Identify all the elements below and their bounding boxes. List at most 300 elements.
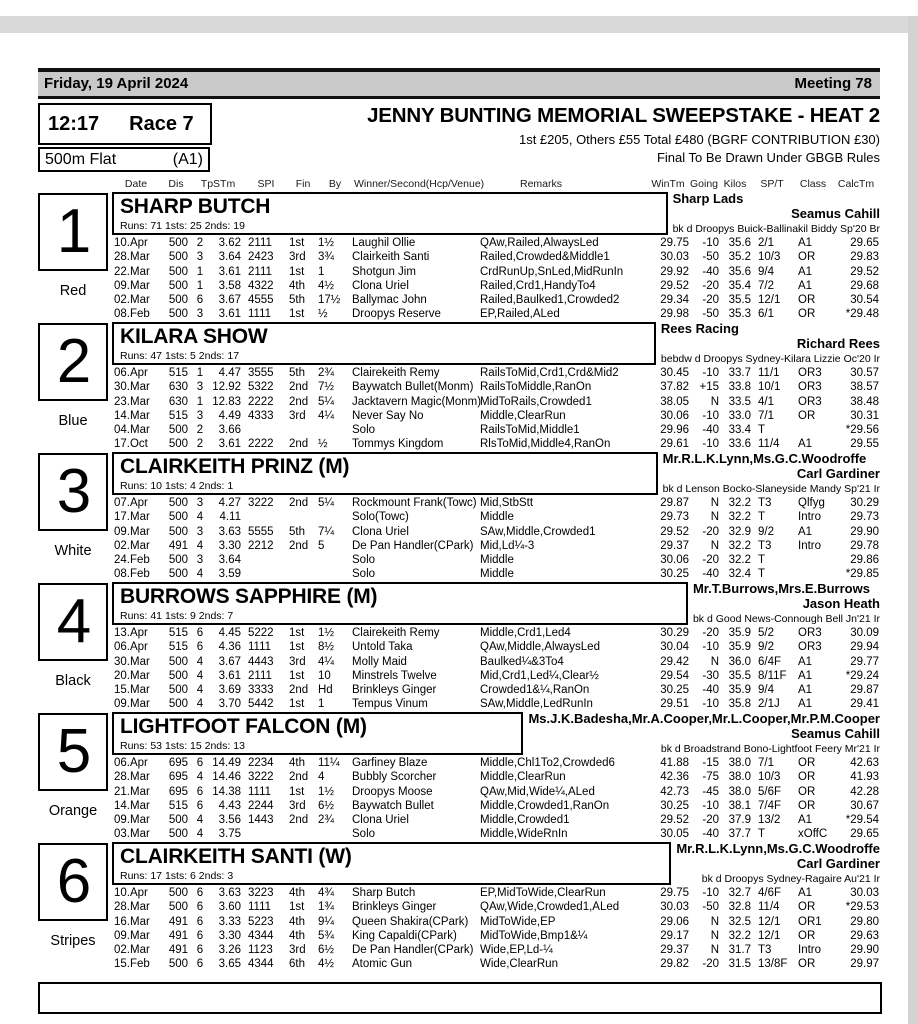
form-finish: 1st bbox=[289, 237, 305, 249]
form-win-time: 30.45 bbox=[660, 367, 689, 379]
greyhound-name-box bbox=[112, 712, 523, 755]
form-starting-price: 9/2 bbox=[758, 641, 774, 654]
form-win-time: 41.88 bbox=[660, 757, 689, 769]
form-class: A1 bbox=[798, 655, 813, 668]
form-going: N bbox=[710, 915, 719, 928]
form-trap: 4 bbox=[196, 669, 204, 682]
form-row bbox=[112, 900, 880, 914]
form-beaten-by: 5¼ bbox=[318, 395, 334, 408]
form-calc-time: 29.63 bbox=[850, 929, 879, 942]
trap-cell bbox=[38, 713, 108, 819]
form-rows bbox=[112, 886, 880, 972]
form-finish: 4th bbox=[289, 929, 305, 942]
form-row bbox=[112, 785, 880, 799]
form-win-time: 30.03 bbox=[660, 901, 689, 914]
form-positions: 4333 bbox=[248, 409, 274, 422]
form-trap: 2 bbox=[196, 438, 204, 451]
form-distance: 515 bbox=[168, 799, 188, 812]
form-going: -40 bbox=[702, 424, 719, 437]
form-beaten-by: 1¾ bbox=[318, 901, 334, 914]
form-class: OR bbox=[798, 771, 816, 784]
form-kilos: 32.7 bbox=[728, 887, 751, 899]
form-kilos: 32.2 bbox=[728, 929, 751, 942]
form-starting-price: 12/1 bbox=[758, 929, 781, 942]
form-win-time: 37.82 bbox=[660, 381, 689, 394]
form-finish: 1st bbox=[289, 698, 305, 711]
form-finish: 1st bbox=[289, 627, 305, 639]
form-trap: 4 bbox=[196, 828, 204, 841]
form-beaten-by bbox=[318, 567, 352, 581]
form-calc-time: 29.90 bbox=[850, 944, 879, 957]
form-sectional-time: 3.67 bbox=[218, 294, 241, 307]
form-calc-time: 30.31 bbox=[850, 409, 879, 422]
form-finish: 1st bbox=[289, 901, 305, 914]
form-remarks: Middle,Crowded1 bbox=[480, 814, 570, 827]
form-going: -10 bbox=[702, 799, 719, 812]
form-beaten-by: 10 bbox=[318, 669, 331, 682]
form-calc-time: 29.68 bbox=[850, 279, 879, 292]
form-remarks: Middle,WideRnIn bbox=[480, 828, 568, 841]
page-top-band bbox=[0, 16, 918, 33]
form-calc-time: 29.94 bbox=[850, 641, 879, 654]
runner-header bbox=[112, 322, 880, 365]
form-beaten-by: 9¼ bbox=[318, 915, 334, 928]
form-winner-second: Laughil Ollie bbox=[352, 237, 416, 249]
column-header: Remarks bbox=[520, 178, 563, 190]
form-starting-price: T bbox=[758, 568, 766, 581]
form-calc-time: 29.52 bbox=[850, 265, 879, 278]
form-distance: 500 bbox=[168, 511, 188, 524]
form-kilos: 35.8 bbox=[728, 698, 751, 711]
trap-cell bbox=[38, 453, 108, 559]
trap-number: 5 bbox=[56, 717, 90, 786]
trap-number-box bbox=[38, 583, 108, 661]
form-trap: 1 bbox=[196, 265, 204, 278]
form-win-time: 29.92 bbox=[660, 265, 689, 278]
form-starting-price: 13/8F bbox=[758, 958, 788, 971]
form-sectional-time: 3.26 bbox=[218, 944, 241, 957]
form-positions: 3555 bbox=[248, 367, 274, 379]
column-headers bbox=[112, 178, 878, 192]
form-winner-second: Molly Maid bbox=[352, 655, 407, 668]
trap-number-box bbox=[38, 193, 108, 271]
form-date: 23.Mar bbox=[114, 395, 150, 408]
form-rows bbox=[112, 496, 880, 582]
form-starting-price: T3 bbox=[758, 944, 772, 957]
form-winner-second: Jacktavern Magic(Monm) bbox=[352, 395, 482, 408]
form-sectional-time: 14.49 bbox=[212, 757, 241, 769]
form-distance: 500 bbox=[168, 814, 188, 827]
form-date: 09.Mar bbox=[114, 525, 150, 538]
form-calc-time: 29.90 bbox=[850, 525, 879, 538]
form-date: 06.Apr bbox=[114, 641, 148, 654]
form-winner-second: Baywatch Bullet(Monm) bbox=[352, 381, 474, 394]
form-finish: 2nd bbox=[289, 381, 309, 394]
form-win-time: 29.98 bbox=[660, 308, 689, 321]
form-kilos: 32.8 bbox=[728, 901, 751, 914]
form-kilos: 35.4 bbox=[728, 279, 751, 292]
form-trap: 4 bbox=[196, 698, 204, 711]
form-date: 28.Mar bbox=[114, 901, 150, 914]
form-beaten-by: 7½ bbox=[318, 381, 334, 394]
form-class: A1 bbox=[798, 525, 813, 538]
column-header: WinTm bbox=[651, 178, 685, 190]
trap-color-label: Blue bbox=[58, 413, 88, 429]
form-kilos: 37.7 bbox=[728, 828, 751, 841]
form-beaten-by: 4¼ bbox=[318, 655, 334, 668]
form-class: OR3 bbox=[798, 395, 822, 408]
form-sectional-time: 3.64 bbox=[218, 251, 241, 264]
form-winner-second: Atomic Gun bbox=[352, 958, 413, 971]
form-remarks: QAw,Middle,AlwaysLed bbox=[480, 641, 600, 654]
page-right-band bbox=[908, 16, 918, 1024]
form-class bbox=[793, 553, 833, 567]
form-remarks: Railed,Baulked1,Crowded2 bbox=[480, 294, 620, 307]
form-win-time: 29.17 bbox=[660, 929, 689, 942]
form-class: OR bbox=[798, 308, 816, 321]
form-kilos: 32.2 bbox=[728, 497, 751, 509]
form-beaten-by bbox=[318, 827, 352, 841]
form-going: N bbox=[710, 929, 719, 942]
form-finish: 5th bbox=[289, 367, 305, 379]
form-winner-second: Clairekeith Remy bbox=[352, 627, 440, 639]
runs-stats: Runs: 17 1sts: 6 2nds: 3 bbox=[120, 870, 234, 882]
trainer-name: Seamus Cahill bbox=[791, 726, 880, 741]
trainer-name: Richard Rees bbox=[796, 336, 880, 351]
form-date: 14.Mar bbox=[114, 799, 150, 812]
form-distance: 695 bbox=[168, 757, 188, 769]
form-positions bbox=[244, 553, 288, 567]
form-remarks: QAw,Railed,AlwaysLed bbox=[480, 237, 599, 249]
column-header: Date bbox=[124, 178, 148, 190]
form-finish: 4th bbox=[289, 915, 305, 928]
form-starting-price: 6/4F bbox=[758, 655, 782, 668]
form-row bbox=[112, 307, 880, 321]
form-winner-second: Ballymac John bbox=[352, 294, 427, 307]
form-finish: 2nd bbox=[289, 814, 309, 827]
form-date: 15.Feb bbox=[114, 958, 150, 971]
runner-connections bbox=[656, 322, 880, 365]
form-distance: 500 bbox=[168, 237, 188, 249]
trainer-name: Seamus Cahill bbox=[791, 206, 880, 221]
form-starting-price: 6/1 bbox=[758, 308, 774, 321]
form-sectional-time: 4.43 bbox=[218, 799, 241, 812]
form-row bbox=[112, 669, 880, 683]
form-going: -10 bbox=[702, 641, 719, 654]
form-class: Qlfyg bbox=[798, 497, 825, 509]
form-kilos: 35.9 bbox=[728, 641, 751, 654]
form-class: OR bbox=[798, 409, 816, 422]
form-remarks: Mid,Crd1,Led¼,Clear½ bbox=[480, 669, 599, 682]
form-positions: 5322 bbox=[248, 381, 274, 394]
form-trap: 6 bbox=[196, 944, 204, 957]
form-class: OR bbox=[798, 757, 816, 769]
form-sectional-time: 12.83 bbox=[212, 395, 241, 408]
greyhound-name: BURROWS SAPPHIRE (M) bbox=[120, 585, 378, 608]
form-win-time: 29.42 bbox=[660, 655, 689, 668]
form-kilos: 33.0 bbox=[728, 409, 751, 422]
form-kilos: 35.3 bbox=[728, 308, 751, 321]
form-winner-second: Minstrels Twelve bbox=[352, 669, 437, 682]
form-row bbox=[112, 496, 880, 510]
form-beaten-by: 5¾ bbox=[318, 929, 334, 942]
runs-stats: Runs: 10 1sts: 4 2nds: 1 bbox=[120, 480, 234, 492]
form-date: 10.Apr bbox=[114, 237, 148, 249]
form-trap: 3 bbox=[196, 497, 204, 509]
form-distance: 515 bbox=[168, 367, 188, 379]
runner-header bbox=[112, 582, 880, 625]
form-calc-time: 29.87 bbox=[850, 684, 879, 697]
form-calc-time: 42.63 bbox=[850, 757, 879, 769]
form-going: N bbox=[710, 655, 719, 668]
form-going: -10 bbox=[702, 887, 719, 899]
trap-number: 4 bbox=[56, 587, 90, 656]
race-header bbox=[38, 103, 880, 174]
trap-color-label: Red bbox=[59, 283, 87, 299]
form-beaten-by bbox=[318, 423, 352, 437]
form-beaten-by: 1½ bbox=[318, 785, 334, 798]
runner-header bbox=[112, 452, 880, 495]
form-remarks: Mid,StbStt bbox=[480, 497, 534, 509]
greyhound-name: KILARA SHOW bbox=[120, 325, 268, 348]
form-row bbox=[112, 395, 880, 409]
form-remarks: Middle,ClearRun bbox=[480, 409, 566, 422]
form-remarks: SAw,Middle,LedRunIn bbox=[480, 698, 593, 711]
form-calc-time: 29.78 bbox=[850, 539, 879, 552]
form-row bbox=[112, 799, 880, 813]
race-time: 12:17 bbox=[48, 112, 100, 135]
trap-color-label: Black bbox=[55, 673, 91, 689]
form-going: -50 bbox=[702, 251, 719, 264]
racecard-page bbox=[0, 33, 908, 1014]
form-beaten-by: 7¼ bbox=[318, 525, 334, 538]
form-row bbox=[112, 943, 880, 957]
form-date: 30.Mar bbox=[114, 655, 150, 668]
form-finish: 1st bbox=[289, 641, 305, 654]
form-going: -45 bbox=[702, 785, 719, 798]
form-class: A1 bbox=[798, 887, 813, 899]
owner-name: Mr.T.Burrows,Mrs.E.Burrows bbox=[692, 581, 870, 596]
greyhound-name: SHARP BUTCH bbox=[120, 195, 271, 218]
form-row bbox=[112, 437, 880, 451]
runs-stats: Runs: 41 1sts: 9 2nds: 7 bbox=[120, 610, 234, 622]
form-row bbox=[112, 813, 880, 827]
form-distance: 500 bbox=[168, 438, 188, 451]
form-beaten-by bbox=[318, 553, 352, 567]
form-date: 22.Mar bbox=[114, 265, 150, 278]
form-positions: 2423 bbox=[248, 251, 274, 264]
form-row bbox=[112, 697, 880, 711]
form-class: OR bbox=[798, 929, 816, 942]
form-winner-second: De Pan Handler(CPark) bbox=[352, 944, 474, 957]
form-class: Intro bbox=[798, 511, 822, 524]
form-win-time: 29.75 bbox=[660, 237, 689, 249]
column-header: TpSTm bbox=[200, 178, 236, 190]
form-starting-price: T bbox=[758, 511, 766, 524]
form-starting-price: 10/1 bbox=[758, 381, 781, 394]
form-remarks: QAw,Wide,Crowded1,ALed bbox=[480, 901, 620, 914]
form-rows bbox=[112, 626, 880, 712]
form-going: -20 bbox=[702, 554, 719, 567]
form-positions: 4322 bbox=[248, 279, 274, 292]
form-finish: 5th bbox=[289, 525, 305, 538]
form-win-time: 42.73 bbox=[660, 785, 689, 798]
form-winner-second: Queen Shakira(CPark) bbox=[352, 915, 469, 928]
column-header: Dis bbox=[168, 178, 184, 190]
form-distance: 500 bbox=[168, 568, 188, 581]
form-sectional-time: 12.92 bbox=[212, 381, 241, 394]
form-class: A1 bbox=[798, 438, 813, 451]
form-finish bbox=[288, 510, 318, 524]
runs-stats: Runs: 47 1sts: 5 2nds: 17 bbox=[120, 350, 240, 362]
form-class: OR bbox=[798, 785, 816, 798]
form-class: A1 bbox=[798, 698, 813, 711]
form-sectional-time: 3.56 bbox=[218, 814, 241, 827]
form-distance: 500 bbox=[168, 958, 188, 971]
form-winner-second: Untold Taka bbox=[352, 641, 413, 654]
form-calc-time: 29.73 bbox=[850, 511, 879, 524]
form-beaten-by: 3¾ bbox=[318, 251, 334, 264]
meeting-date: Friday, 19 April 2024 bbox=[44, 75, 189, 92]
form-distance: 500 bbox=[168, 684, 188, 697]
form-sectional-time: 3.33 bbox=[218, 915, 241, 928]
form-distance: 500 bbox=[168, 698, 188, 711]
owner-name: Rees Racing bbox=[660, 321, 739, 336]
owner-name: Ms.J.K.Badesha,Mr.A.Cooper,Mr.L.Cooper,Mr.P.M.Cooper bbox=[528, 711, 880, 726]
trap-number: 1 bbox=[56, 197, 90, 266]
form-positions: 2111 bbox=[248, 237, 272, 249]
form-distance: 500 bbox=[168, 828, 188, 841]
form-trap: 4 bbox=[196, 814, 204, 827]
form-winner-second: Baywatch Bullet bbox=[352, 799, 434, 812]
form-remarks: Railed,Crd1,HandyTo4 bbox=[480, 279, 596, 292]
trainer-name: Jason Heath bbox=[802, 596, 880, 611]
form-going: -10 bbox=[702, 438, 719, 451]
form-distance: 500 bbox=[168, 669, 188, 682]
form-date: 30.Mar bbox=[114, 381, 150, 394]
form-remarks: Mid,Ld¼-3 bbox=[480, 539, 535, 552]
form-starting-price: 7/1 bbox=[758, 757, 774, 769]
form-trap: 2 bbox=[196, 237, 204, 249]
form-kilos: 38.1 bbox=[728, 799, 751, 812]
trap-number: 2 bbox=[56, 327, 90, 396]
form-kilos: 32.2 bbox=[728, 554, 751, 567]
form-sectional-time: 14.38 bbox=[212, 785, 241, 798]
form-win-time: 38.05 bbox=[660, 395, 689, 408]
greyhound-name-box bbox=[112, 322, 656, 365]
form-positions: 2111 bbox=[248, 669, 272, 682]
form-winner-second: Droopys Reserve bbox=[352, 308, 441, 321]
form-trap: 1 bbox=[196, 395, 204, 408]
form-sectional-time: 3.64 bbox=[218, 554, 241, 567]
form-going: N bbox=[710, 944, 719, 957]
runner-block bbox=[38, 452, 880, 582]
form-sectional-time: 3.61 bbox=[218, 669, 241, 682]
form-distance: 630 bbox=[168, 395, 188, 408]
form-trap: 3 bbox=[196, 381, 204, 394]
breeding-info: bebdw d Droopys Sydney-Kilara Lizzie Oc'20 Ir bbox=[660, 353, 880, 365]
form-remarks: Middle bbox=[480, 568, 514, 581]
form-distance: 515 bbox=[168, 641, 188, 654]
form-winner-second: Clona Uriel bbox=[352, 279, 409, 292]
form-trap: 3 bbox=[196, 525, 204, 538]
form-positions: 4555 bbox=[248, 294, 274, 307]
form-row bbox=[112, 915, 880, 929]
form-remarks: Wide,EP,Ld-¼ bbox=[480, 944, 553, 957]
form-class: A1 bbox=[798, 237, 813, 249]
form-row bbox=[112, 279, 880, 293]
form-kilos: 35.5 bbox=[728, 294, 751, 307]
form-date: 07.Apr bbox=[114, 497, 148, 509]
form-win-time: 30.05 bbox=[660, 828, 689, 841]
form-trap: 6 bbox=[196, 915, 204, 928]
empty-footer-box bbox=[38, 982, 882, 1014]
form-finish bbox=[288, 827, 318, 841]
form-finish: 1st bbox=[289, 308, 305, 321]
form-positions bbox=[244, 567, 288, 581]
form-beaten-by: 1 bbox=[318, 698, 325, 711]
form-sectional-time: 3.62 bbox=[218, 237, 241, 249]
form-beaten-by: 4½ bbox=[318, 958, 334, 971]
column-header: CalcTm bbox=[837, 178, 875, 190]
column-header: SPI bbox=[257, 178, 275, 190]
form-finish: 6th bbox=[289, 958, 305, 971]
form-calc-time: 30.03 bbox=[850, 887, 879, 899]
form-kilos: 35.6 bbox=[728, 265, 751, 278]
form-class: OR3 bbox=[798, 627, 822, 639]
race-distance: 500m Flat bbox=[45, 150, 117, 168]
form-date: 14.Mar bbox=[114, 409, 150, 422]
form-finish: 2nd bbox=[289, 395, 309, 408]
form-remarks: CrdRunUp,SnLed,MidRunIn bbox=[480, 265, 624, 278]
form-kilos: 33.6 bbox=[728, 438, 751, 451]
form-positions: 1111 bbox=[248, 308, 272, 321]
form-finish: 4th bbox=[289, 757, 305, 769]
runs-stats: Runs: 71 1sts: 25 2nds: 19 bbox=[120, 220, 245, 232]
form-kilos: 32.2 bbox=[728, 511, 751, 524]
form-row bbox=[112, 626, 880, 640]
greyhound-name-box bbox=[112, 192, 668, 235]
form-winner-second: Solo bbox=[352, 424, 376, 437]
form-trap: 6 bbox=[196, 294, 204, 307]
form-win-time: 29.52 bbox=[660, 814, 689, 827]
form-kilos: 35.9 bbox=[728, 627, 751, 639]
form-remarks: MidToWide,EP bbox=[480, 915, 556, 928]
form-winner-second: Solo bbox=[352, 568, 376, 581]
form-trap: 6 bbox=[196, 785, 204, 798]
form-class: Intro bbox=[798, 944, 822, 957]
form-class: OR bbox=[798, 799, 816, 812]
form-starting-price: 5/6F bbox=[758, 785, 782, 798]
form-trap: 4 bbox=[196, 684, 204, 697]
form-kilos: 38.0 bbox=[728, 771, 751, 784]
form-class: OR bbox=[798, 901, 816, 914]
form-row bbox=[112, 683, 880, 697]
column-header: Going bbox=[689, 178, 719, 190]
form-starting-price: 7/4F bbox=[758, 799, 782, 812]
form-starting-price: 9/2 bbox=[758, 525, 774, 538]
owner-name: Mr.R.L.K.Lynn,Ms.G.C.Woodroffe bbox=[676, 841, 880, 856]
form-class: OR3 bbox=[798, 367, 822, 379]
form-finish bbox=[288, 567, 318, 581]
form-distance: 500 bbox=[168, 887, 188, 899]
form-win-time: 29.96 bbox=[660, 424, 689, 437]
form-remarks: Middle bbox=[480, 554, 514, 567]
column-header: Class bbox=[799, 178, 827, 190]
form-going: -10 bbox=[702, 698, 719, 711]
runners-list bbox=[38, 192, 878, 972]
race-header-left bbox=[38, 103, 214, 174]
